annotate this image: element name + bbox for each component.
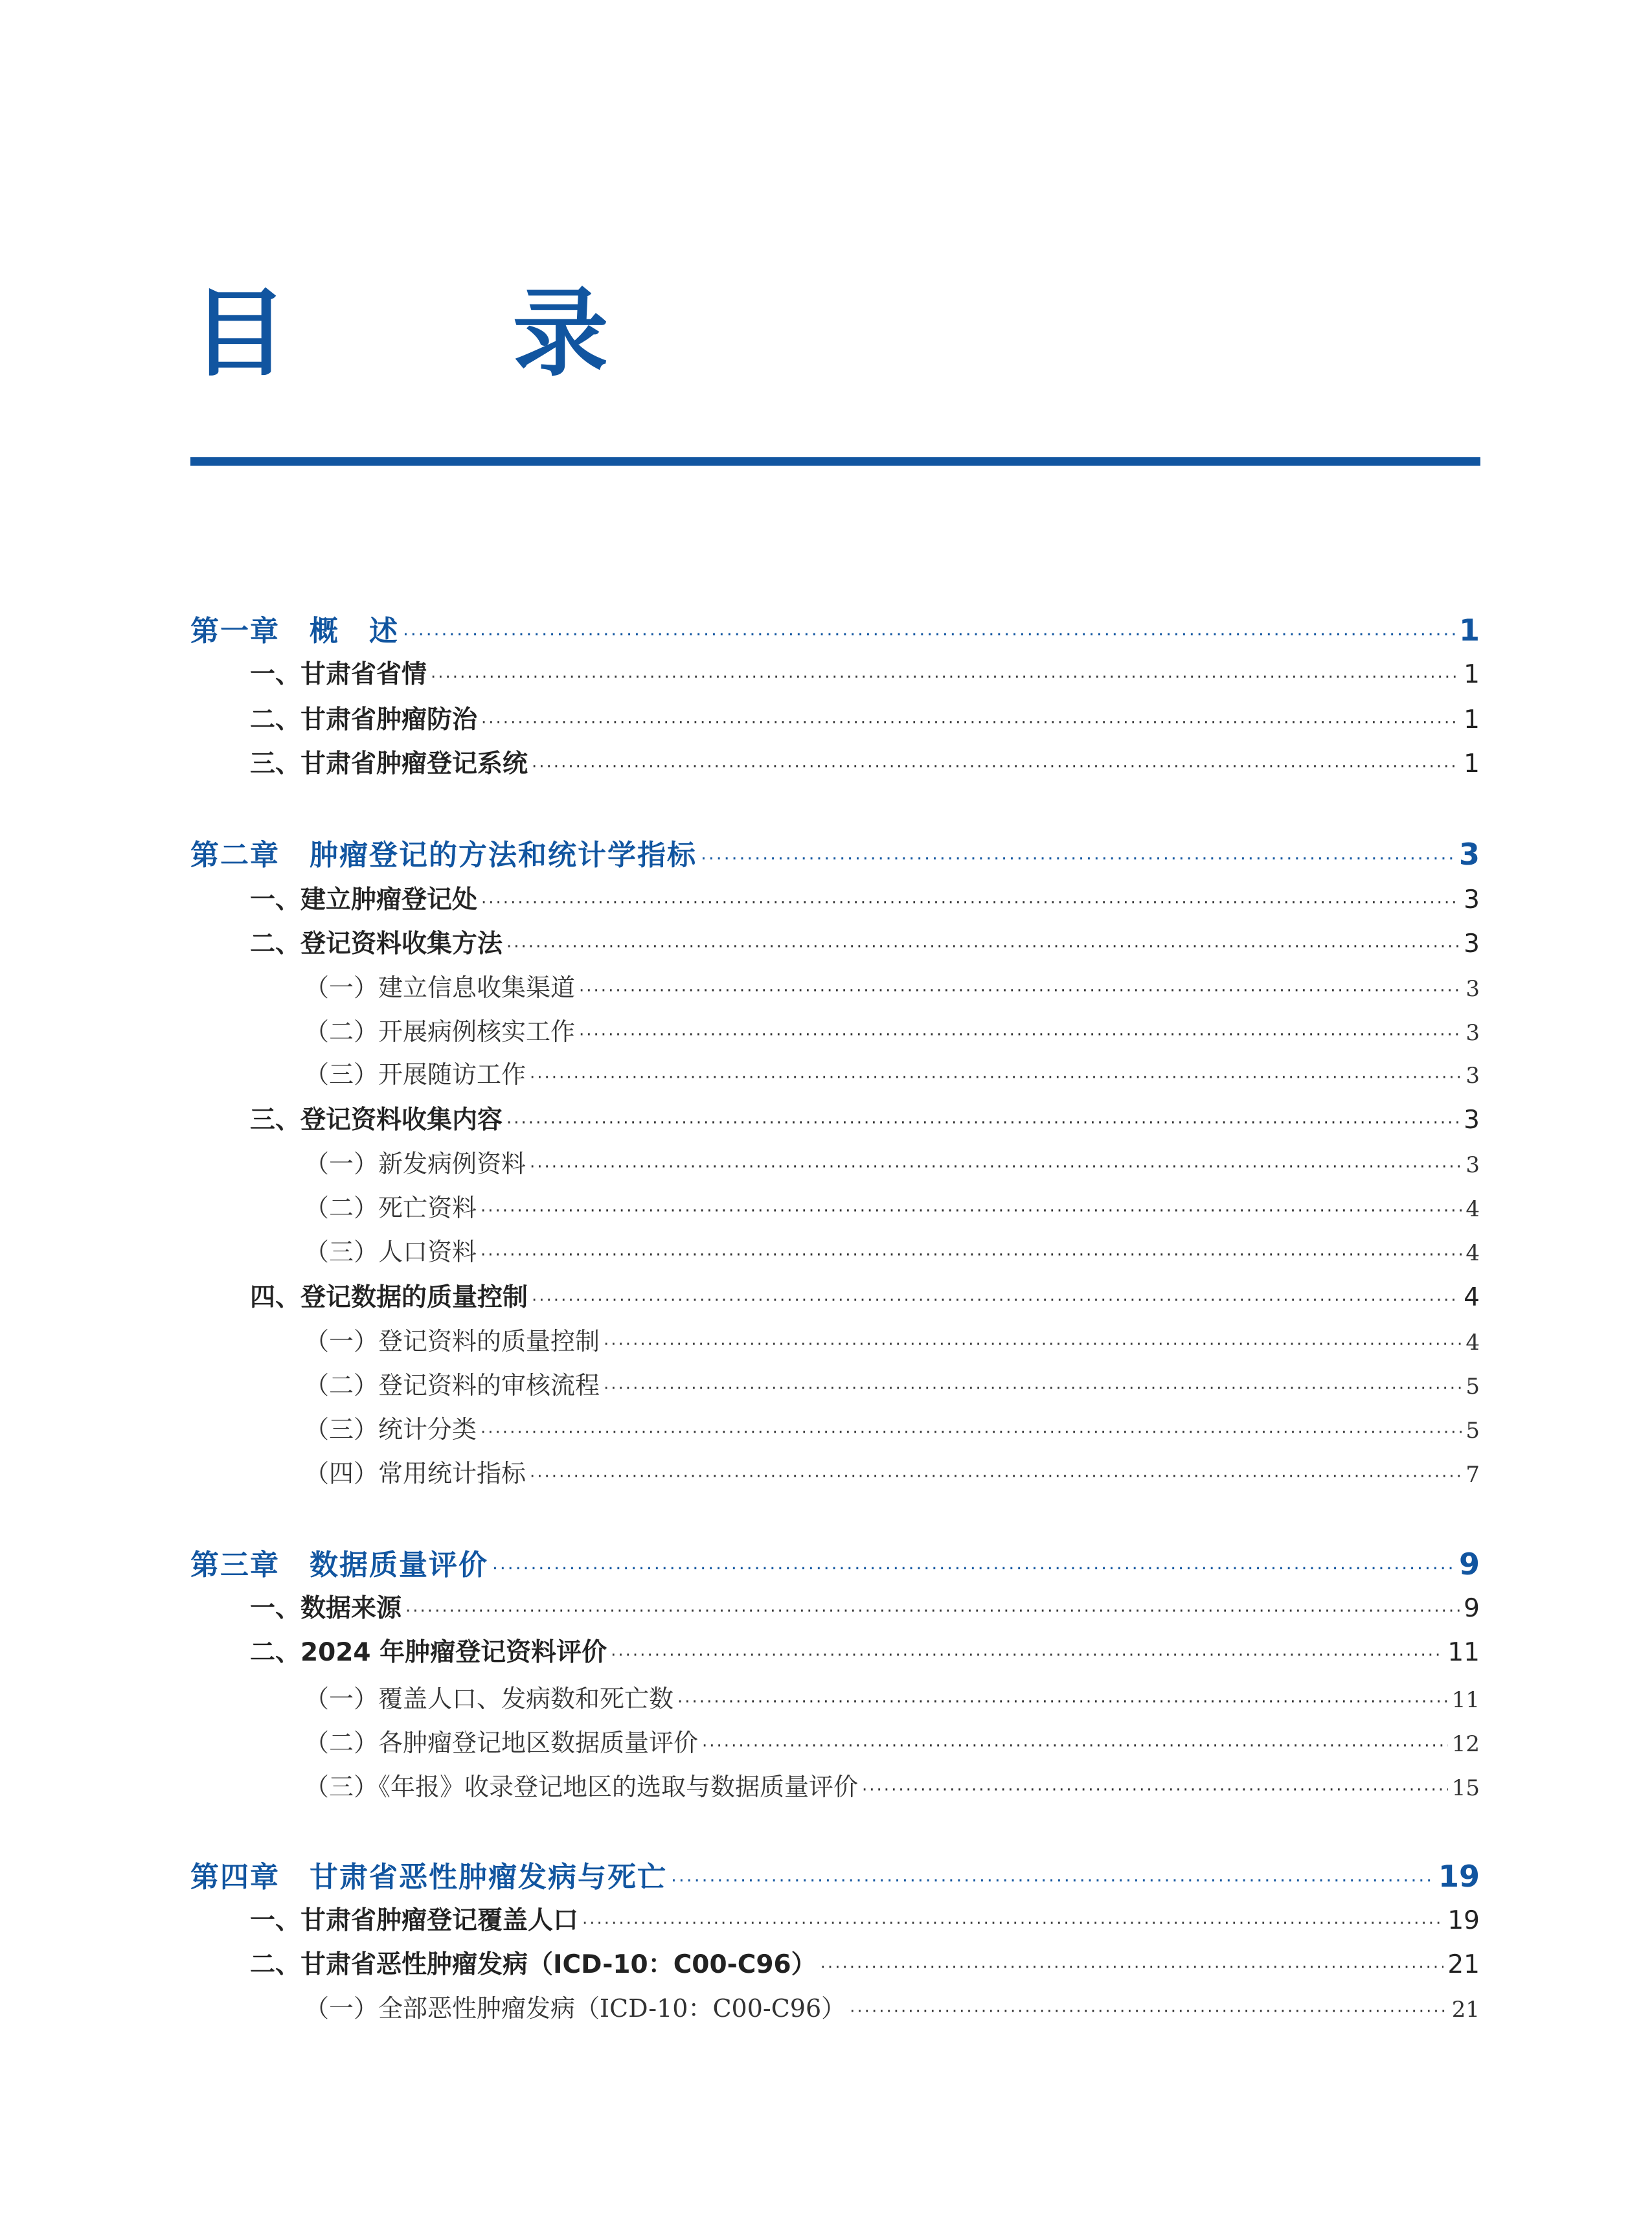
toc-entry-page-number: 3	[1464, 885, 1480, 914]
toc-entry-page-number: 1	[1464, 705, 1480, 734]
toc-entry-page-number: 21	[1447, 1950, 1480, 1979]
toc-entry-chapter[interactable]	[0, 608, 1652, 653]
toc-dot-leader	[611, 1646, 1443, 1665]
toc-dot-leader	[862, 1780, 1448, 1800]
toc-entry-label: 四、登记数据的质量控制	[250, 1283, 528, 1312]
toc-entry-page-number: 19	[1447, 1906, 1480, 1935]
toc-entry-label: （一）登记资料的质量控制	[304, 1327, 600, 1356]
toc-entry-page-number: 3	[1465, 1020, 1480, 1046]
toc-entry-sub[interactable]	[0, 1453, 1652, 1493]
toc-entry-page-number: 1	[1458, 613, 1480, 648]
toc-dot-leader	[481, 1245, 1462, 1265]
toc-entry-section[interactable]	[0, 1100, 1652, 1141]
toc-entry-section[interactable]	[0, 654, 1652, 696]
toc-entry-sub[interactable]	[0, 1723, 1652, 1763]
toc-entry-page-number: 5	[1465, 1418, 1480, 1444]
toc-entry-sub[interactable]	[0, 1321, 1652, 1361]
toc-entry-label: （四）常用统计指标	[304, 1459, 526, 1488]
toc-entry-label: （三）《年报》收录登记地区的选取与数据质量评价	[304, 1773, 859, 1801]
toc-dot-leader	[530, 1068, 1462, 1087]
toc-entry-label: （二）登记资料的审核流程	[304, 1371, 600, 1400]
toc-entry-sub[interactable]	[0, 1679, 1652, 1719]
toc-entry-page-number: 3	[1464, 1106, 1480, 1135]
toc-dot-leader	[481, 713, 1460, 733]
toc-dot-leader	[677, 1692, 1448, 1712]
toc-dot-leader	[579, 1025, 1462, 1045]
toc-entry-page-number: 11	[1447, 1638, 1480, 1667]
toc-entry-label: （二）各肿瘤登记地区数据质量评价	[304, 1729, 699, 1757]
toc-dot-leader	[530, 1157, 1462, 1177]
toc-entry-page-number: 3	[1465, 976, 1480, 1002]
toc-dot-leader	[506, 1113, 1460, 1133]
toc-entry-page-number: 3	[1465, 1063, 1480, 1089]
toc-entry-label: 第一章 概 述	[190, 615, 399, 648]
toc-dot-leader	[532, 1291, 1460, 1310]
toc-entry-label: 二、登记资料收集方法	[250, 929, 503, 959]
toc-entry-section[interactable]	[0, 699, 1652, 741]
toc-entry-page-number: 1	[1464, 749, 1480, 778]
toc-entry-sub[interactable]	[0, 1767, 1652, 1807]
toc-entry-section[interactable]	[0, 1632, 1652, 1674]
toc-entry-section[interactable]	[0, 744, 1652, 785]
toc-entry-page-number: 4	[1465, 1240, 1480, 1266]
toc-entry-sub[interactable]	[0, 1365, 1652, 1405]
toc-entry-label: 二、甘肃省恶性肿瘤发病（ICD-10：C00-C96）	[250, 1950, 817, 1979]
toc-entry-label: （二）开展病例核实工作	[304, 1017, 576, 1046]
toc-entry-page-number: 1	[1464, 660, 1480, 689]
toc-entry-page-number: 7	[1465, 1462, 1480, 1488]
toc-entry-label: （三）人口资料	[304, 1238, 477, 1266]
toc-entry-label: 二、2024 年肿瘤登记资料评价	[250, 1638, 607, 1667]
toc-dot-leader	[403, 624, 1455, 645]
toc-entry-section[interactable]	[0, 1900, 1652, 1942]
toc-entry-page-number: 3	[1464, 929, 1480, 959]
toc-dot-leader	[481, 893, 1460, 913]
page-title: 目 录	[192, 277, 705, 389]
toc-entry-sub[interactable]	[0, 1012, 1652, 1052]
toc-entry-sub[interactable]	[0, 968, 1652, 1008]
toc-dot-leader	[850, 2002, 1448, 2021]
toc-entry-chapter[interactable]	[0, 1854, 1652, 1899]
toc-entry-page-number: 11	[1451, 1687, 1480, 1713]
toc-entry-sub[interactable]	[0, 1144, 1652, 1184]
toc-dot-leader	[530, 1467, 1462, 1486]
toc-dot-leader	[481, 1201, 1462, 1221]
toc-dot-leader	[702, 1736, 1448, 1756]
toc-entry-label: （一）建立信息收集渠道	[304, 973, 576, 1002]
toc-entry-label: （二）死亡资料	[304, 1194, 477, 1222]
toc-entry-sub[interactable]	[0, 1188, 1652, 1228]
toc-dot-leader	[532, 757, 1460, 777]
toc-entry-section[interactable]	[0, 1588, 1652, 1630]
toc-entry-page-number: 15	[1451, 1775, 1480, 1801]
toc-entry-label: （一）覆盖人口、发病数和死亡数	[304, 1685, 674, 1713]
toc-dot-leader	[506, 937, 1460, 957]
toc-entry-page-number: 3	[1458, 837, 1480, 872]
toc-entry-section[interactable]	[0, 1277, 1652, 1319]
toc-entry-label: 第三章 数据质量评价	[190, 1549, 488, 1582]
toc-entry-sub[interactable]	[0, 1988, 1652, 2028]
toc-entry-page-number: 12	[1451, 1731, 1480, 1757]
toc-entry-label: 一、甘肃省肿瘤登记覆盖人口	[250, 1906, 579, 1935]
toc-entry-page-number: 21	[1451, 1997, 1480, 2023]
toc-entry-label: （三）开展随访工作	[304, 1060, 526, 1089]
toc-entry-label: 二、甘肃省肿瘤防治	[250, 705, 478, 734]
toc-dot-leader	[671, 1870, 1434, 1891]
toc-entry-label: （三）统计分类	[304, 1415, 477, 1444]
toc-entry-page-number: 5	[1465, 1374, 1480, 1400]
toc-entry-page-number: 3	[1465, 1152, 1480, 1178]
toc-dot-leader	[579, 981, 1462, 1001]
toc-entry-label: 三、甘肃省肿瘤登记系统	[250, 749, 528, 778]
toc-entry-label: 第四章 甘肃省恶性肿瘤发病与死亡	[190, 1861, 667, 1894]
toc-entry-label: 一、建立肿瘤登记处	[250, 885, 478, 914]
toc-dot-leader	[492, 1558, 1455, 1579]
toc-dot-leader	[604, 1379, 1462, 1398]
toc-dot-leader	[405, 1602, 1460, 1621]
toc-entry-page-number: 4	[1464, 1283, 1480, 1312]
toc-entry-label: （一）新发病例资料	[304, 1150, 526, 1178]
toc-entry-label: 一、数据来源	[250, 1594, 402, 1623]
toc-entry-section[interactable]	[0, 1944, 1652, 1986]
toc-dot-leader	[431, 668, 1460, 687]
toc-entry-sub[interactable]	[0, 1232, 1652, 1272]
toc-entry-label: 第二章 肿瘤登记的方法和统计学指标	[190, 839, 697, 872]
toc-entry-label: （一）全部恶性肿瘤发病（ICD-10：C00-C96）	[304, 1994, 846, 2023]
toc-entry-label: 一、甘肃省省情	[250, 660, 427, 689]
toc-entry-page-number: 19	[1438, 1859, 1480, 1894]
toc-entry-page-number: 9	[1458, 1547, 1480, 1582]
toc-entry-sub[interactable]	[0, 1054, 1652, 1095]
toc-dot-leader	[701, 848, 1455, 869]
toc-entry-chapter[interactable]	[0, 1541, 1652, 1587]
toc-entry-section[interactable]	[0, 880, 1652, 921]
toc-entry-page-number: 9	[1464, 1594, 1480, 1623]
toc-entry-sub[interactable]	[0, 1409, 1652, 1449]
toc-dot-leader	[481, 1423, 1462, 1442]
toc-entry-label: 三、登记资料收集内容	[250, 1106, 503, 1135]
toc-entry-chapter[interactable]	[0, 832, 1652, 877]
toc-entry-page-number: 4	[1465, 1330, 1480, 1356]
toc-dot-leader	[604, 1335, 1462, 1354]
toc-entry-page-number: 4	[1465, 1196, 1480, 1222]
toc-dot-leader	[582, 1914, 1443, 1933]
toc-entry-section[interactable]	[0, 924, 1652, 965]
toc-dot-leader	[820, 1958, 1444, 1977]
